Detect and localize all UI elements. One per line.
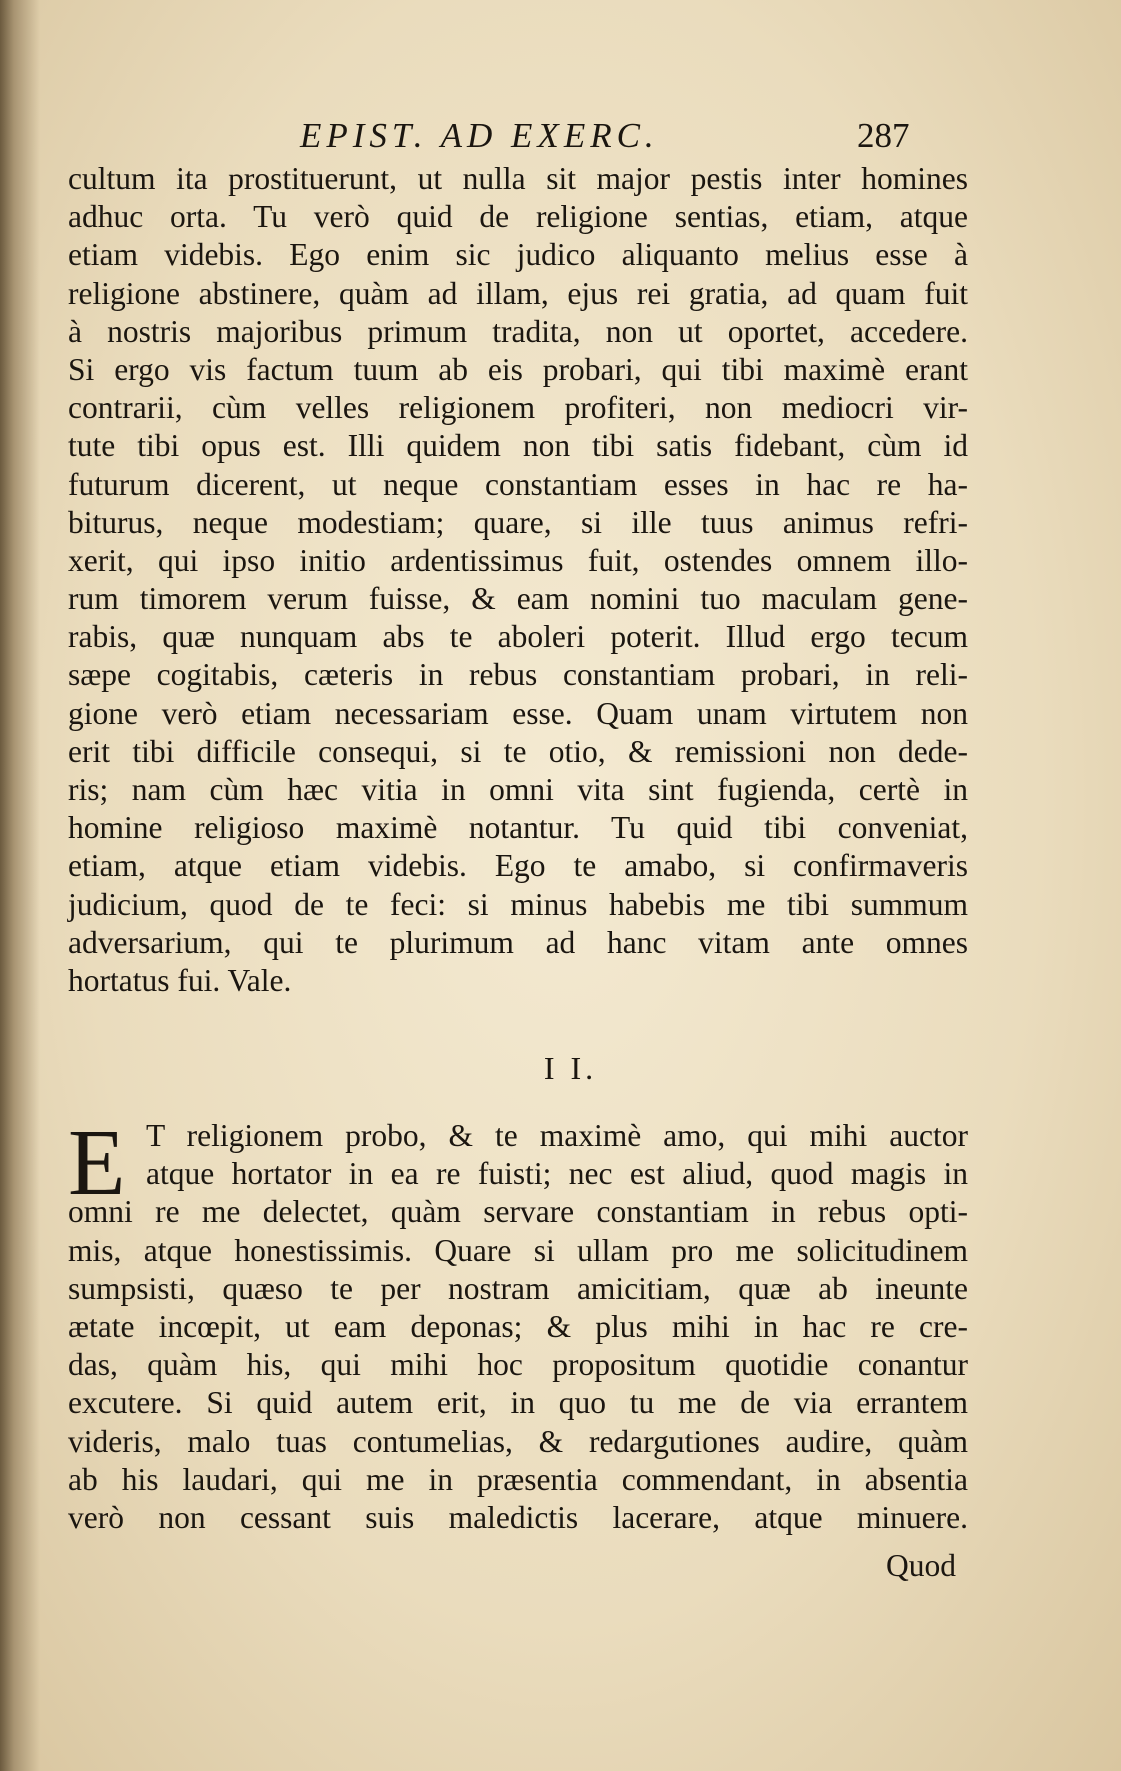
text-line: adversarium, qui te plurimum ad hanc vitam ante omnes	[68, 924, 968, 960]
text-line: sumpsisti, quæso te per nostram amicitiam, quæ ab ineunte	[68, 1270, 968, 1306]
gutter-shadow	[0, 0, 40, 1771]
text-line: ab his laudari, qui me in præsentia commendant, in absentia	[68, 1461, 968, 1497]
text-line: excutere. Si quid autem erit, in quo tu me de via errantem	[68, 1385, 968, 1421]
text-line: T religionem probo, & te maximè amo, qui mihi auctor	[146, 1118, 968, 1153]
text-line-closing: hortatus fui. Vale.	[68, 962, 292, 998]
text-line: adhuc orta. Tu verò quid de religione sentias, etiam, atque	[68, 199, 968, 235]
text-line: homine religioso maximè notantur. Tu quid tibi conveniat,	[68, 810, 968, 846]
text-line: rum timorem verum fuisse, & eam nomini tuo maculam gene-	[68, 581, 968, 617]
drop-cap: E	[68, 1111, 126, 1215]
page-header	[0, 112, 1121, 162]
text-line: tute tibi opus est. Illi quidem non tibi satis fidebant, cùm id	[68, 428, 968, 464]
text-line: futurum dicerent, ut neque constantiam esses in hac re ha-	[68, 466, 968, 502]
text-line: videris, malo tuas contumelias, & redargutiones audire, quàm	[68, 1423, 968, 1459]
text-line: verò non cessant suis maledictis lacerare, atque minuere.	[68, 1499, 968, 1535]
text-line: à nostris majoribus primum tradita, non ut oportet, accedere.	[68, 313, 968, 349]
text-line: cultum ita prostituerunt, ut nulla sit major pestis inter homines	[68, 161, 968, 196]
page-number: 287	[857, 116, 910, 155]
text-line: etiam videbis. Ego enim sic judico aliquanto melius esse à	[68, 237, 968, 273]
text-line: mis, atque honestissimis. Quare si ullam pro me solicitudinem	[68, 1232, 968, 1268]
letter-one-body	[68, 160, 968, 1000]
text-line: etiam, atque etiam videbis. Ego te amabo, si confirmaveris	[68, 848, 968, 884]
text-line: atque hortator in ea re fuisti; nec est aliud, quod magis in	[146, 1156, 968, 1192]
text-line: rabis, quæ nunquam abs te aboleri poterit. Illud ergo tecum	[68, 619, 968, 655]
text-line: gione verò etiam necessariam esse. Quam unam virtutem non	[68, 695, 968, 731]
text-line: ætate incœpit, ut eam deponas; & plus mihi in hac re cre-	[68, 1308, 968, 1344]
text-line: contrarii, cùm velles religionem profiteri, non mediocri vir-	[68, 390, 968, 426]
text-line: religione abstinere, quàm ad illam, ejus rei gratia, ad quam fuit	[68, 275, 968, 311]
text-line: sæpe cogitabis, cæteris in rebus constantiam probari, in reli-	[68, 657, 968, 693]
catchword: Quod	[886, 1548, 956, 1583]
text-line: xerit, qui ipso initio ardentissimus fuit, ostendes omnem illo-	[68, 542, 968, 578]
text-line: erit tibi difficile consequi, si te otio, & remissioni non dede-	[68, 733, 968, 769]
section-heading: I I.	[543, 1050, 598, 1086]
text-line: judicium, quod de te feci: si minus habebis me tibi summum	[68, 886, 968, 922]
letter-two-body	[68, 1111, 968, 1537]
text-line: ris; nam cùm hæc vitia in omni vita sint fugienda, certè in	[68, 772, 968, 807]
text-line: omni re me delectet, quàm servare constantiam in rebus opti-	[68, 1194, 968, 1230]
text-line: das, quàm his, qui mihi hoc propositum quotidie conantur	[68, 1347, 968, 1383]
running-head: EPIST. AD EXERC.	[300, 116, 659, 155]
text-line: biturus, neque modestiam; quare, si ille tuus animus refri-	[68, 504, 968, 540]
text-line: Si ergo vis factum tuum ab eis probari, qui tibi maximè erant	[68, 351, 968, 387]
